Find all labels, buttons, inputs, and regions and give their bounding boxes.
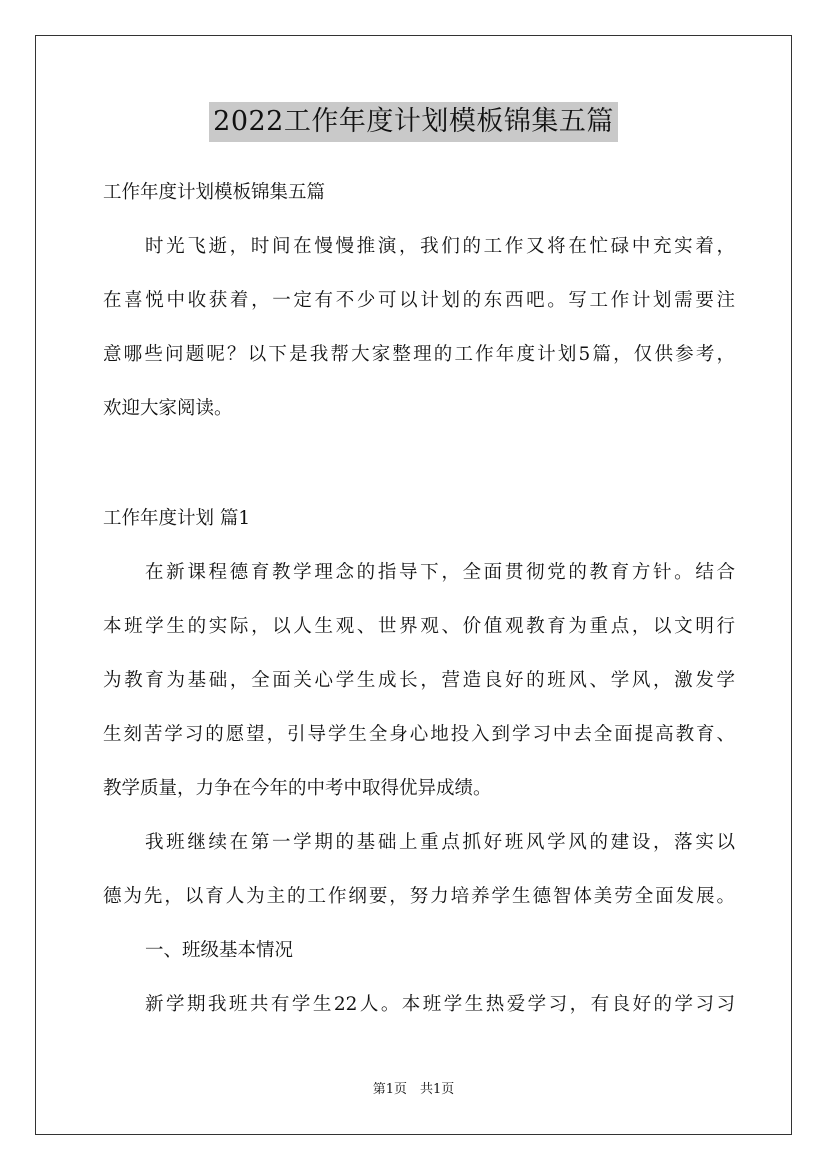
page-footer: 第1页 共1页	[372, 1082, 455, 1097]
paragraph-line: 教学质量，力争在今年的中考中取得优异成绩。	[103, 778, 492, 799]
paragraph-line: 本班学生的实际，以人生观、世界观、价值观教育为重点，以文明行	[103, 616, 735, 637]
document-title: 2022工作年度计划模板锦集五篇	[209, 102, 618, 142]
paragraph-line: 我班继续在第一学期的基础上重点抓好班风学风的建设，落实以	[145, 832, 735, 853]
paragraph-line: 新学期我班共有学生22人。本班学生热爱学习，有良好的学习习	[145, 994, 735, 1015]
subtitle-line: 工作年度计划模板锦集五篇	[103, 182, 326, 203]
paragraph-line: 欢迎大家阅读。	[103, 398, 233, 419]
paragraph-line: 意哪些问题呢？以下是我帮大家整理的工作年度计划5篇，仅供参考，	[103, 344, 735, 365]
subsection-heading: 一、班级基本情况	[145, 940, 294, 961]
section-heading: 工作年度计划 篇1	[103, 508, 251, 529]
title-container	[0, 102, 827, 142]
paragraph-line: 在喜悦中收获着，一定有不少可以计划的东西吧。写工作计划需要注	[103, 290, 735, 311]
paragraph-line: 生刻苦学习的愿望，引导学生全身心地投入到学习中去全面提高教育、	[103, 724, 735, 745]
paragraph-line: 为教育为基础，全面关心学生成长，营造良好的班风、学风，激发学	[103, 670, 735, 691]
paragraph-line: 在新课程德育教学理念的指导下，全面贯彻党的教育方针。结合	[145, 562, 735, 583]
paragraph-line: 时光飞逝，时间在慢慢推演，我们的工作又将在忙碌中充实着，	[145, 236, 735, 257]
paragraph-line: 德为先，以育人为主的工作纲要，努力培养学生德智体美劳全面发展。	[103, 886, 735, 907]
